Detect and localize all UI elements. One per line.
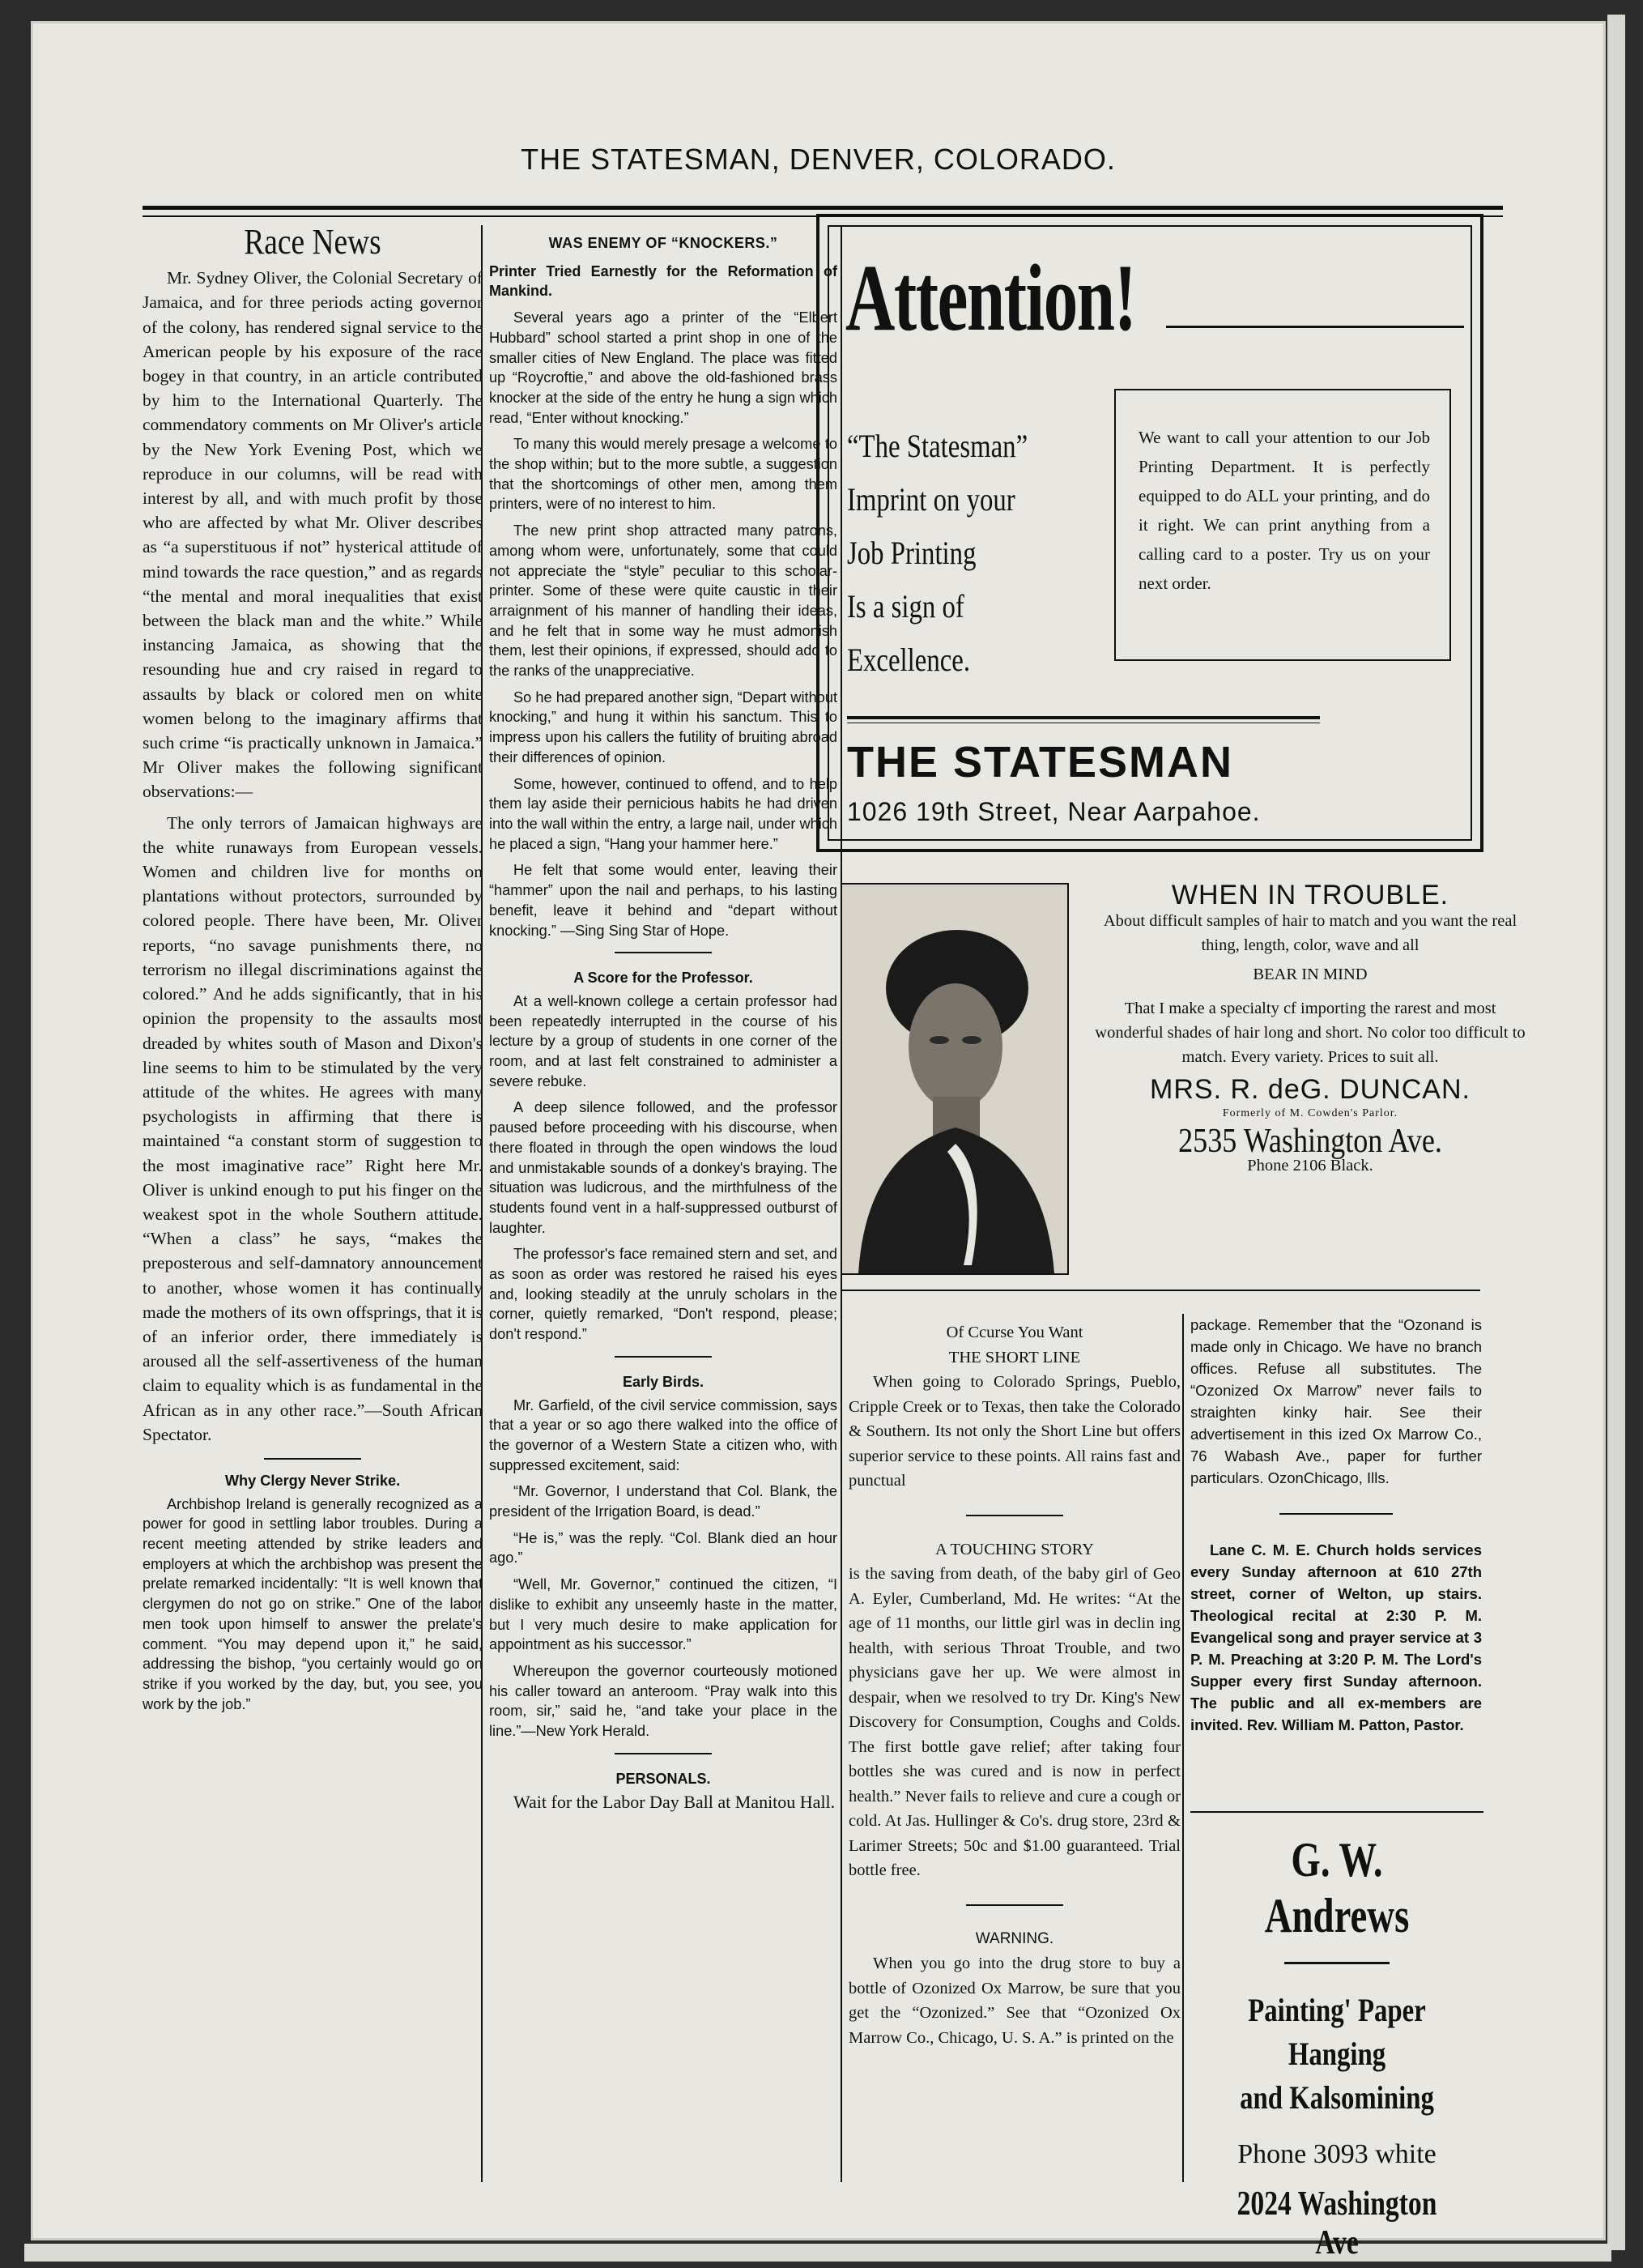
- duncan-line2: BEAR IN MIND: [1253, 966, 1368, 983]
- slogan-line: Excellence.: [847, 642, 971, 678]
- warning-text: When you go into the drug store to buy a bottle of Ozonized Ox Marrow, be sure that you get the “Ozonized.” See that “Ozonized Ox Marrow Co., Chicago, U. S. A.” is printed on the: [849, 1955, 1181, 2047]
- personals-text: Wait for the Labor Day Ball at Manitou Hall.: [513, 1791, 836, 1812]
- duncan-heading: WHEN IN TROUBLE.: [1171, 880, 1449, 910]
- ozonized-text: package. Remember that the “Ozonand is made only in Chicago. We have no branch offices. Refuse all substitutes. The “Ozonized Ox Marrow” never fails to straighten kinky hair. See their advertisement in this ized Ox Marrow Co., 76 Wabash Ave., paper for further particulars. OzonChicago, Ills.: [1190, 1316, 1482, 1486]
- race-news-paragraph: The only terrors of Jamaican highways are the white runaways from European vessels. Women and children live for months on plantations without protectors, surrounded by colored people. There have been, Mr. Oliver reports, “no savage punishments there, no terrorism no illegal discriminations against the colored.” And he adds significantly, that in his opinion the propensity to the assaults most dreaded by whites south of Mason and Dixon's line seems to him to be stimulated by the very attitude of the whites. He agrees with many psychologists in affirming that there is maintained “a constant storm of suggestion to the most imaginative race” Right here Mr. Oliver is unkind enough to put his finger on the weakest spot in the whole Southern attitude. “When a class” he says, “makes the preposterous and self-damnatory announcement to another, whose women it has continually made the mothers of its own offsprings, that it is of an inferior order, there immediately is aroused all the self-assertiveness of the human claim to equality which is as fundamental in the African as in any other race.”—South African Spectator.: [143, 812, 483, 1444]
- early-birds-paragraph: Mr. Garfield, of the civil service commission, says that a year or so ago there walked into the office of the governor of a Western State a citizen who, with suppressed excitement, said:: [489, 1396, 837, 1473]
- short-line-text: When going to Colorado Springs, Pueblo, Cripple Creek or to Texas, then take the Colorado & Southern. Its not only the Short Line but offers superior service to these points. All rains fast and punctual: [849, 1373, 1181, 1490]
- duncan-former: Formerly of M. Cowden's Parlor.: [1222, 1107, 1398, 1119]
- knockers-paragraph: Some, however, continued to offend, and to help them lay aside their pernicious habits he had driven into the wall within the entry, a large nail, under which he placed a sign, “Hang your hammer here.”: [489, 775, 837, 852]
- attention-ad-inner-border: [828, 225, 1472, 841]
- duncan-line3: That I make a specialty cf importing the rarest and most wonderful shades of hair long and short. No color too difficult to match. Every variety. Prices to suit all.: [1095, 1000, 1526, 1066]
- section-divider: [1279, 1513, 1393, 1515]
- masthead-rule: [143, 206, 1503, 210]
- race-news-title: Race News: [244, 222, 381, 262]
- duncan-line1: About difficult samples of hair to match and you want the real thing, length, color, wave and all: [1103, 912, 1517, 954]
- masthead: THE STATESMAN, DENVER, COLORADO.: [521, 143, 1116, 176]
- early-birds-paragraph: “He is,” was the reply. “Col. Blank died an hour ago.”: [489, 1529, 837, 1567]
- touching-story-title: A TOUCHING STORY: [935, 1540, 1094, 1558]
- duncan-phone: Phone 2106 Black.: [1247, 1157, 1373, 1174]
- knockers-subtitle: Printer Tried Earnestly for the Reformation of Mankind.: [489, 262, 837, 300]
- newspaper-page: [31, 21, 1606, 2262]
- attention-slogan: [847, 420, 1053, 687]
- section-divider: [615, 1753, 712, 1754]
- warning-title: WARNING.: [975, 1929, 1054, 1947]
- andrews-address: 2024 Washington Ave: [1237, 2185, 1437, 2262]
- column-race-news: [143, 222, 483, 1720]
- early-birds-paragraph: Whereupon the governor courteously motioned his caller toward an anteroom. “Pray walk into this room, sir,” said he, “and take your place in the line.”—New York Herald.: [489, 1663, 837, 1740]
- section-divider: [615, 952, 712, 953]
- race-news-paragraph: Mr. Sydney Oliver, the Colonial Secretary of Jamaica, and for three periods acting governor of the colony, has rendered signal service to the American people by his exposure of the race bogey in that country, in an article contributed by him to the International Quarterly. The commendatory comments on Mr Oliver's article by the New York Evening Post, which we reproduce in our columns, will be read with interest by all, and with much profit by those who are affected by what Mr. Oliver describes as “a superstituous if not” hysterical attitude of mind towards the race question,” and as regards “the mental and moral inequalities that exist between the black man and the white.” While instancing Jamaica, as showing that the resounding hue and cry raised in regard to assaults by black or colored men on white women belong to the imaginary affirms that such crime “is practically unknown in Jamaica.” Mr Oliver makes the following significant observations:—: [143, 268, 483, 802]
- professor-paragraph: At a well-known college a certain professor had been repeatedly interrupted in the course of his lecture by a group of students in one corner of the room, and at last felt constrained to administer a severe rebuke.: [489, 992, 837, 1089]
- duncan-ad: [1092, 880, 1529, 1178]
- portrait-photo: [841, 883, 1069, 1275]
- andrews-service-line1: Painting' Paper Hanging: [1248, 1992, 1426, 2072]
- early-birds-paragraph: “Well, Mr. Governor,” continued the citizen, “I dislike to exhibit any unseemly haste in the matter, but I very much desire to make application for appointment as his successor.”: [489, 1576, 837, 1653]
- section-divider: [264, 1458, 361, 1460]
- section-divider: [966, 1515, 1063, 1516]
- short-line-title: THE SHORT LINE: [948, 1348, 1081, 1366]
- slogan-line: Is a sign of: [847, 588, 964, 625]
- knockers-paragraph: The new print shop attracted many patrons, among whom were, unfortunately, some that could not appreciate the “style” peculiar to this scholar-printer. Some of these were quite caustic in their arraignment of his manner of handling their ideas, and he felt that in some way he must admonish them, lest their opinions, if expressed, should add to the ranks of the unappreciative.: [489, 522, 837, 680]
- knockers-paragraph: So he had prepared another sign, “Depart without knocking,” and hung it within his sanctum. This to impress upon his callers the futility of bruiting abroad their differences of opinion.: [489, 688, 837, 765]
- early-birds-paragraph: “Mr. Governor, I understand that Col. Blank, the president of the Irrigation Board, is dead.”: [489, 1483, 837, 1520]
- early-birds-title: Early Birds.: [622, 1373, 704, 1390]
- short-line-kicker: Of Ccurse You Want: [946, 1324, 1083, 1341]
- church-text: Lane C. M. E. Church holds services every Sunday afternoon at 610 27th street, corner of Welton, up stairs. Theological recital at 2:30 P. M. Evangelical song and prayer service at 3 P. M. Preaching at 3:20 P. M. The Lord's Supper every first Sunday afternoon. The public and all ex-members are invited. Rev. William M. Patton, Pastor.: [1190, 1541, 1482, 1733]
- attention-ad: [816, 214, 1483, 852]
- statesman-name: THE STATESMAN: [847, 738, 1233, 787]
- portrait-illustration: [842, 885, 1067, 1273]
- section-rule: [841, 1290, 1480, 1291]
- professor-paragraph: The professor's face remained stern and set, and as soon as order was restored he raised his eyes and, looking steadily at the unruly scholars in the corner, quietly remarked, “Don't respond, please; don't respond.”: [489, 1246, 837, 1343]
- slogan-line: “The Statesman”: [847, 428, 1028, 464]
- attention-bottom-rule: [847, 716, 1320, 719]
- professor-paragraph: A deep silence followed, and the professor paused before proceeding with his discourse, when there floated in through the open windows the loud and unmistakable sounds of a donkey's braying. The situation was ludicrous, and the mirthfulness of the students found vent in a half-suppressed outburst of laughter.: [489, 1099, 837, 1236]
- column-stories: [489, 225, 837, 1818]
- section-divider: [966, 1904, 1063, 1906]
- duncan-address: 2535 Washington Ave.: [1178, 1123, 1442, 1160]
- andrews-divider: [1284, 1962, 1390, 1964]
- clergy-text: Archbishop Ireland is generally recognized as a power for good in settling labor troubles. During a recent meeting attended by strike leaders and employers at which the archbishop was present the prelate remarked incidentally: “It is well known that clergymen do not go on strike.” One of the labor men took upon himself to answer the prelate's comment. “You may depend upon it,” he said, addressing the bishop, “you certainly would go on strike if you worked by the day, but, you see, you work by the job.”: [143, 1495, 483, 1712]
- andrews-service-line2: and Kalsomining: [1240, 2079, 1434, 2116]
- statesman-address: 1026 19th Street, Near Aarpahoe.: [847, 797, 1261, 826]
- column-ads-left: [849, 1320, 1181, 2050]
- andrews-ad: [1189, 1816, 1485, 2262]
- professor-title: A Score for the Professor.: [573, 970, 753, 987]
- knockers-paragraph: To many this would merely presage a welcome to the shop within; but to the more subtle, a suggestion that the shortcomings of other men, among them printers, were of no interest to him.: [489, 436, 837, 513]
- column-rule: [1182, 1314, 1184, 2182]
- attention-title-rule: [1166, 326, 1464, 328]
- touching-story-text: is the saving from death, of the baby girl of Geo A. Eyler, Cumberland, Md. He writes: “At the age of 11 months, our little girl was in declin ing health, with serious Throat Trouble, and two physicians gave her up. We were almost in despair, when we resolved to try Dr. King's New Discovery for Consumption, Coughs and Colds. The first bottle gave relief; after taking four bottles she was cured and is now in perfect health.” Never fails to relieve and cure a cough or cold. At Jas. Hullinger & Co's. drug store, 23rd & Larimer Streets; 50c and $1.00 guaranteed. Trial bottle free.: [849, 1565, 1181, 1879]
- slogan-line: Imprint on your: [847, 481, 1015, 518]
- personals-title: PERSONALS.: [615, 1770, 711, 1787]
- attention-text-box: [1114, 389, 1451, 661]
- knockers-paragraph: Several years ago a printer of the “Elbert Hubbard” school started a print shop in one of the smaller cities of New England. The place was fitted up “Roycroftie,” and above the old-fashioned brass knocker at the side of the entry he hung a sign which read, “Enter without knocking.”: [489, 309, 837, 426]
- column-ads-right: [1190, 1314, 1482, 1736]
- attention-title: Attention!: [845, 245, 1136, 351]
- slogan-line: Job Printing: [847, 535, 977, 571]
- clergy-title: Why Clergy Never Strike.: [224, 1472, 401, 1489]
- knockers-title: WAS ENEMY OF “KNOCKERS.”: [548, 235, 778, 251]
- knockers-paragraph: He felt that some would enter, leaving their “hammer” upon the nail and perhaps, to his lasting benefit, leave it behind and “depart without knocking.” —Sing Sing Star of Hope.: [489, 862, 837, 939]
- adjacent-page-edge: [1607, 15, 1625, 2250]
- duncan-name: MRS. R. deG. DUNCAN.: [1150, 1074, 1471, 1105]
- section-rule: [1190, 1811, 1483, 1813]
- attention-box-text: We want to call your attention to our Job Printing Department. It is perfectly equipped to do ALL your printing, and do it right. We can print anything from a calling card to a poster. Try us on your next order.: [1139, 428, 1430, 593]
- column-rule: [481, 225, 483, 2182]
- andrews-phone: Phone 3093 white: [1237, 2139, 1437, 2169]
- andrews-name: G. W. Andrews: [1264, 1833, 1410, 1942]
- section-divider: [615, 1356, 712, 1358]
